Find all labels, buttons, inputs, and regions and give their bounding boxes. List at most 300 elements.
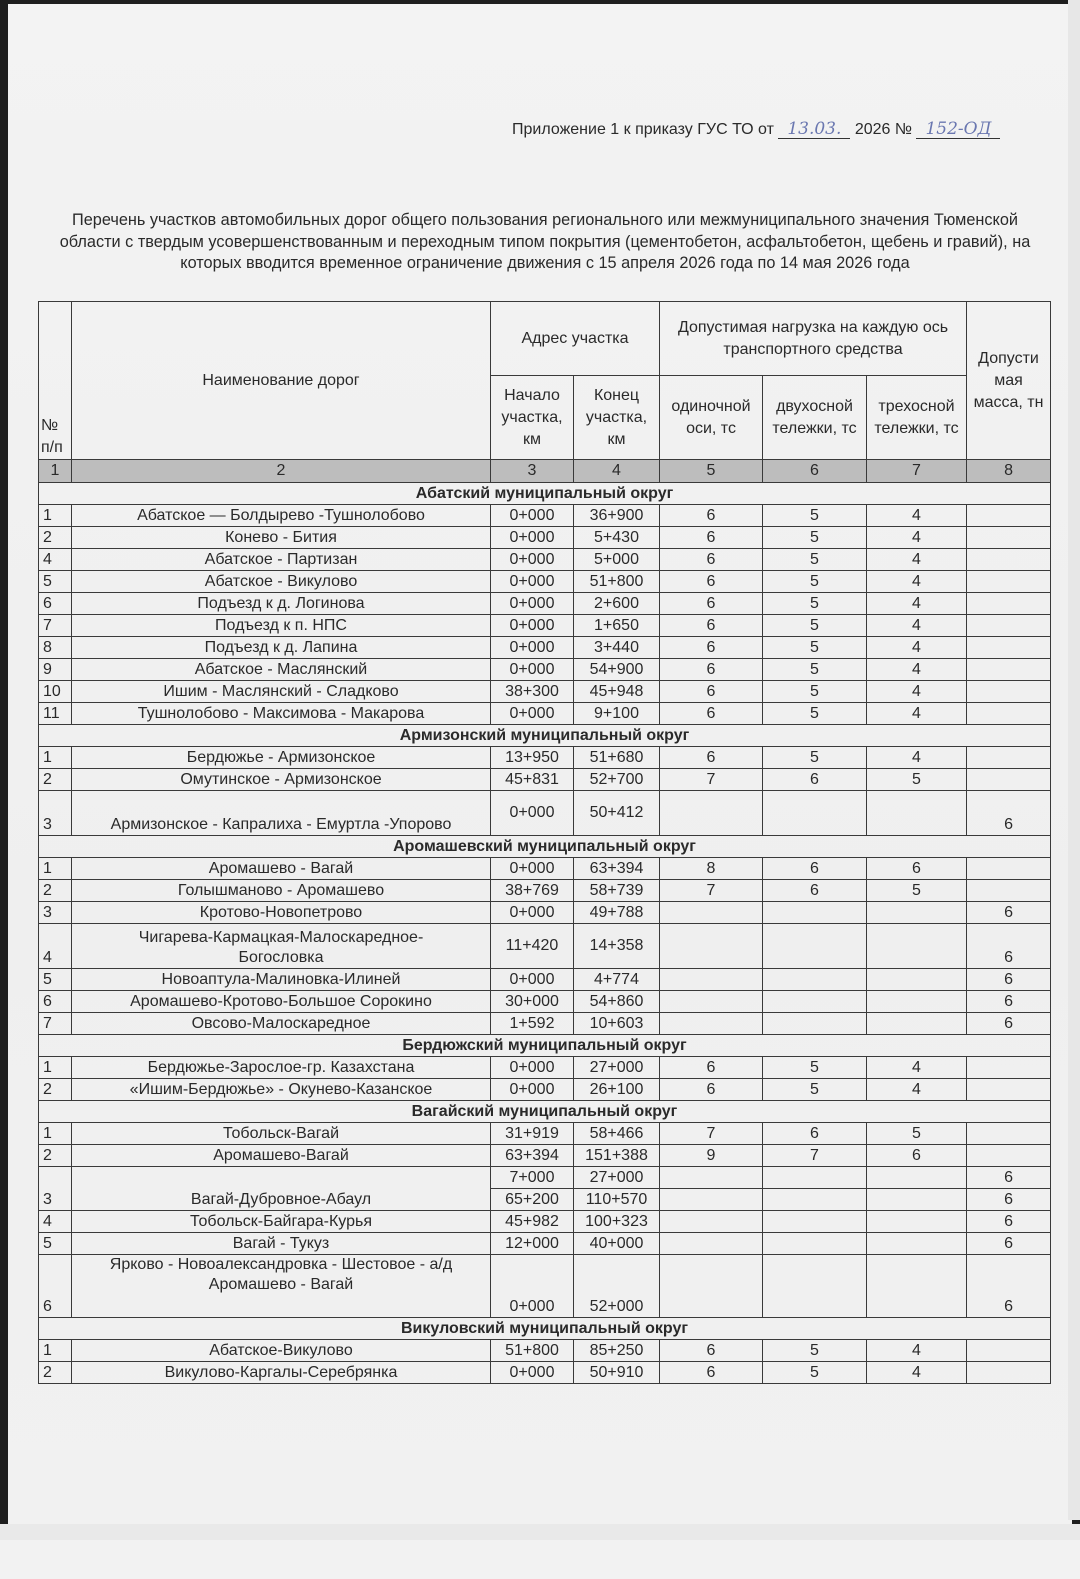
double-axle-load: 6 [763,1123,867,1145]
road-name [72,1255,491,1318]
table-row [39,659,1051,681]
row-number: 1 [39,1123,72,1145]
allowed-mass [967,527,1051,549]
double-axle-load: 6 [763,769,867,791]
table-row [39,615,1051,637]
double-axle-load: 7 [763,1145,867,1167]
road-name-line: Аромашево - Вагай [208,1276,354,1293]
table-row [39,1233,1051,1255]
road-name: Бердюжье-Зарослое-гр. Казахстана [72,1057,491,1079]
segment-end: 36+900 [574,505,660,527]
district-name: Аромашевский муниципальный округ [39,836,1051,858]
single-axle-load: 6 [660,1362,763,1384]
triple-axle-load: 4 [867,1340,967,1362]
segment-end: 52+700 [574,769,660,791]
double-axle-load [763,1255,867,1318]
table-row [39,1057,1051,1079]
header-axle-load: Допустимая нагрузка на каждую ось транспортного средства [660,302,967,376]
district-row [39,725,1051,747]
header-mass: Допусти мая масса, тн [967,302,1051,460]
allowed-mass: 6 [967,902,1051,924]
road-name: Конево - Бития [72,527,491,549]
road-name: Ишим - Маслянский - Сладково [72,681,491,703]
district-row [39,1101,1051,1123]
segment-start: 0+000 [491,1362,574,1384]
allowed-mass [967,747,1051,769]
row-number: 8 [39,637,72,659]
road-name: Тобольск-Вагай [72,1123,491,1145]
allowed-mass [967,858,1051,880]
single-axle-load [660,1013,763,1035]
row-number: 2 [39,1362,72,1384]
roads-table [38,301,1051,1384]
segment-start: 0+000 [491,703,574,725]
road-name: Подъезд к д. Лапина [72,637,491,659]
segment-end: 54+900 [574,659,660,681]
segment-start: 0+000 [491,505,574,527]
single-axle-load: 6 [660,549,763,571]
triple-axle-load [867,1255,967,1318]
district-name: Вагайский муниципальный округ [39,1101,1051,1123]
column-number: 3 [491,460,574,483]
road-name: Абатское - Викулово [72,571,491,593]
triple-axle-load: 5 [867,769,967,791]
row-number: 6 [39,1255,72,1318]
segment-start: 0+000 [491,659,574,681]
segment-end: 5+430 [574,527,660,549]
road-name: Абатское - Маслянский [72,659,491,681]
single-axle-load: 6 [660,681,763,703]
table-row [39,549,1051,571]
segment-start: 13+950 [491,747,574,769]
allowed-mass [967,593,1051,615]
column-number: 4 [574,460,660,483]
segment-end: 58+739 [574,880,660,902]
single-axle-load [660,991,763,1013]
page-edge [1068,0,1080,1520]
double-axle-load: 5 [763,615,867,637]
double-axle-load [763,1189,867,1211]
district-name: Абатский муниципальный округ [39,483,1051,505]
column-number: 7 [867,460,967,483]
row-number: 3 [39,1167,72,1211]
segment-end: 54+860 [574,991,660,1013]
allowed-mass [967,637,1051,659]
allowed-mass: 6 [967,1189,1051,1211]
header-triple-axle: трехосной тележки, тс [867,376,967,460]
segment-end: 49+788 [574,902,660,924]
segment-start: 31+919 [491,1123,574,1145]
allowed-mass: 6 [967,1211,1051,1233]
road-name-line: Богословка [238,949,324,966]
segment-end: 52+000 [574,1255,660,1318]
segment-start: 0+000 [491,1255,574,1318]
table-row [39,571,1051,593]
single-axle-load: 7 [660,769,763,791]
segment-start: 0+000 [491,1057,574,1079]
segment-start: 0+000 [491,637,574,659]
triple-axle-load [867,1167,967,1189]
column-number: 2 [72,460,491,483]
district-name: Бердюжский муниципальный округ [39,1035,1051,1057]
triple-axle-load [867,1013,967,1035]
road-name: Овсово-Малоскаредное [72,1013,491,1035]
triple-axle-load: 4 [867,615,967,637]
road-name: Абатское-Викулово [72,1340,491,1362]
double-axle-load [763,1013,867,1035]
row-number: 5 [39,969,72,991]
table-row [39,747,1051,769]
header-end: Конец участка, км [574,376,660,460]
double-axle-load: 5 [763,747,867,769]
double-axle-load: 5 [763,703,867,725]
allowed-mass [967,615,1051,637]
road-name: Армизонское - Капралиха - Емуртла -Упорово [72,791,491,836]
segment-start: 0+000 [491,791,574,836]
row-number: 2 [39,769,72,791]
segment-end: 58+466 [574,1123,660,1145]
single-axle-load: 6 [660,1340,763,1362]
table-row [39,902,1051,924]
column-number: 6 [763,460,867,483]
district-row [39,1318,1051,1340]
appendix-year: 2026 № [854,121,913,138]
segment-start: 0+000 [491,527,574,549]
segment-end: 50+412 [574,791,660,836]
appendix-header [512,120,1000,139]
allowed-mass: 6 [967,1013,1051,1035]
triple-axle-load: 4 [867,681,967,703]
segment-end: 45+948 [574,681,660,703]
allowed-mass [967,1340,1051,1362]
double-axle-load [763,1211,867,1233]
road-name: Подъезд к д. Логинова [72,593,491,615]
row-number: 1 [39,858,72,880]
district-name: Армизонский муниципальный округ [39,725,1051,747]
triple-axle-load [867,969,967,991]
row-number: 10 [39,681,72,703]
column-number: 8 [967,460,1051,483]
single-axle-load [660,924,763,969]
segment-end: 51+800 [574,571,660,593]
triple-axle-load: 4 [867,1057,967,1079]
row-number: 2 [39,1145,72,1167]
appendix-prefix: Приложение 1 к приказу ГУС ТО от [512,121,774,138]
allowed-mass: 6 [967,1233,1051,1255]
single-axle-load: 7 [660,880,763,902]
table-row [39,593,1051,615]
segment-start: 11+420 [491,924,574,969]
segment-end: 27+000 [574,1167,660,1189]
double-axle-load: 5 [763,1079,867,1101]
row-number: 7 [39,1013,72,1035]
segment-end: 5+000 [574,549,660,571]
single-axle-load: 6 [660,505,763,527]
single-axle-load [660,1167,763,1189]
road-name: Омутинское - Армизонское [72,769,491,791]
double-axle-load: 5 [763,1340,867,1362]
allowed-mass: 6 [967,969,1051,991]
road-name: Тушнолобово - Максимова - Макарова [72,703,491,725]
double-axle-load: 5 [763,659,867,681]
segment-start: 12+000 [491,1233,574,1255]
table-row [39,505,1051,527]
triple-axle-load: 4 [867,659,967,681]
triple-axle-load [867,1211,967,1233]
allowed-mass [967,681,1051,703]
table-row [39,924,1051,969]
segment-start: 0+000 [491,549,574,571]
allowed-mass [967,659,1051,681]
allowed-mass [967,549,1051,571]
road-name: Абатское - Партизан [72,549,491,571]
triple-axle-load: 5 [867,880,967,902]
road-name: Аромашево - Вагай [72,858,491,880]
segment-end: 51+680 [574,747,660,769]
segment-start: 0+000 [491,615,574,637]
road-name: Бердюжье - Армизонское [72,747,491,769]
allowed-mass [967,1145,1051,1167]
single-axle-load [660,1255,763,1318]
row-number: 4 [39,549,72,571]
allowed-mass [967,703,1051,725]
single-axle-load: 7 [660,1123,763,1145]
district-row [39,836,1051,858]
column-number: 1 [39,460,72,483]
double-axle-load: 6 [763,880,867,902]
double-axle-load [763,1167,867,1189]
road-name: Аромашево-Кротово-Большое Сорокино [72,991,491,1013]
road-name: Кротово-Новопетрово [72,902,491,924]
segment-start: 63+394 [491,1145,574,1167]
allowed-mass [967,1362,1051,1384]
segment-start: 30+000 [491,991,574,1013]
table-row [39,791,1051,836]
row-number: 2 [39,880,72,902]
double-axle-load [763,924,867,969]
segment-start: 51+800 [491,1340,574,1362]
table-row [39,681,1051,703]
allowed-mass [967,1079,1051,1101]
segment-end: 63+394 [574,858,660,880]
double-axle-load: 5 [763,1057,867,1079]
single-axle-load: 6 [660,571,763,593]
header-start: Начало участка, км [491,376,574,460]
triple-axle-load [867,1189,967,1211]
road-name: Вагай - Тукуз [72,1233,491,1255]
header-num: № п/п [39,302,72,460]
segment-end: 40+000 [574,1233,660,1255]
row-number: 1 [39,505,72,527]
single-axle-load: 6 [660,659,763,681]
header-road-name: Наименование дорог [72,302,491,460]
district-row [39,483,1051,505]
segment-end: 9+100 [574,703,660,725]
segment-start: 0+000 [491,969,574,991]
single-axle-load: 6 [660,615,763,637]
segment-end: 85+250 [574,1340,660,1362]
road-name [72,924,491,969]
road-name: Подъезд к п. НПС [72,615,491,637]
table-row [39,1362,1051,1384]
double-axle-load: 5 [763,505,867,527]
double-axle-load: 5 [763,1362,867,1384]
segment-end: 110+570 [574,1189,660,1211]
triple-axle-load: 4 [867,505,967,527]
header-single-axle: одиночной оси, тс [660,376,763,460]
segment-end: 14+358 [574,924,660,969]
row-number: 1 [39,747,72,769]
segment-end: 10+603 [574,1013,660,1035]
allowed-mass [967,1123,1051,1145]
table-row [39,1211,1051,1233]
double-axle-load [763,902,867,924]
single-axle-load [660,1211,763,1233]
segment-start: 7+000 [491,1167,574,1189]
triple-axle-load: 4 [867,549,967,571]
road-name-line: Ярково - Новоалександровка - Шестовое - а/д [109,1256,453,1273]
row-number: 3 [39,902,72,924]
table-row [39,1340,1051,1362]
segment-end: 100+323 [574,1211,660,1233]
triple-axle-load [867,791,967,836]
double-axle-load: 5 [763,681,867,703]
row-number: 2 [39,527,72,549]
allowed-mass [967,1057,1051,1079]
single-axle-load [660,791,763,836]
single-axle-load [660,1189,763,1211]
road-name-line: Чигарева-Кармацкая-Малоскаредное- [138,929,424,946]
single-axle-load [660,1233,763,1255]
segment-start: 45+982 [491,1211,574,1233]
table-row [39,1079,1051,1101]
road-name: Голышманово - Аромашево [72,880,491,902]
segment-start: 65+200 [491,1189,574,1211]
row-number: 2 [39,1079,72,1101]
table-row [39,1255,1051,1318]
row-number: 7 [39,615,72,637]
table-row [39,969,1051,991]
handwritten-order-number: 152-ОД [916,120,1000,139]
page-gap [0,1524,1080,1540]
double-axle-load [763,791,867,836]
double-axle-load: 5 [763,527,867,549]
segment-start: 38+769 [491,880,574,902]
triple-axle-load: 6 [867,1145,967,1167]
triple-axle-load: 4 [867,593,967,615]
allowed-mass [967,880,1051,902]
road-name: Абатское — Болдырево -Тушнолобово [72,505,491,527]
table-row [39,991,1051,1013]
segment-end: 50+910 [574,1362,660,1384]
allowed-mass [967,505,1051,527]
road-name: Викулово-Каргалы-Серебрянка [72,1362,491,1384]
row-number: 9 [39,659,72,681]
allowed-mass: 6 [967,991,1051,1013]
road-name: «Ишим-Бердюжье» - Окунево-Казанское [72,1079,491,1101]
table-row [39,527,1051,549]
table-row [39,1013,1051,1035]
table-row [39,1145,1051,1167]
segment-start: 0+000 [491,1079,574,1101]
double-axle-load: 5 [763,571,867,593]
table-row [39,1167,1051,1189]
double-axle-load [763,1233,867,1255]
district-row [39,1035,1051,1057]
single-axle-load: 8 [660,858,763,880]
segment-start: 45+831 [491,769,574,791]
allowed-mass [967,571,1051,593]
double-axle-load: 5 [763,593,867,615]
row-number: 4 [39,1211,72,1233]
table-row [39,1123,1051,1145]
segment-start: 0+000 [491,593,574,615]
double-axle-load [763,969,867,991]
triple-axle-load [867,1233,967,1255]
single-axle-load: 6 [660,593,763,615]
segment-start: 0+000 [491,902,574,924]
triple-axle-load: 4 [867,527,967,549]
triple-axle-load: 4 [867,637,967,659]
segment-start: 1+592 [491,1013,574,1035]
handwritten-date: 13.03. [778,120,850,139]
segment-end: 26+100 [574,1079,660,1101]
single-axle-load: 6 [660,703,763,725]
segment-start: 38+300 [491,681,574,703]
road-name: Аромашево-Вагай [72,1145,491,1167]
column-number: 5 [660,460,763,483]
single-axle-load: 6 [660,1057,763,1079]
road-name: Тобольск-Байгара-Курья [72,1211,491,1233]
segment-start: 0+000 [491,858,574,880]
segment-end: 3+440 [574,637,660,659]
row-number: 4 [39,924,72,969]
next-page [0,1540,1080,1579]
triple-axle-load: 4 [867,1362,967,1384]
segment-end: 4+774 [574,969,660,991]
header-address: Адрес участка [491,302,660,376]
triple-axle-load: 4 [867,571,967,593]
single-axle-load [660,969,763,991]
single-axle-load: 6 [660,747,763,769]
triple-axle-load: 4 [867,747,967,769]
allowed-mass [967,769,1051,791]
double-axle-load: 5 [763,637,867,659]
triple-axle-load [867,924,967,969]
row-number: 6 [39,991,72,1013]
segment-end: 1+650 [574,615,660,637]
row-number: 5 [39,571,72,593]
triple-axle-load [867,991,967,1013]
triple-axle-load: 4 [867,1079,967,1101]
double-axle-load: 5 [763,549,867,571]
header-double-axle: двухосной тележки, тс [763,376,867,460]
single-axle-load: 6 [660,637,763,659]
allowed-mass: 6 [967,1255,1051,1318]
segment-start: 0+000 [491,571,574,593]
row-number: 1 [39,1340,72,1362]
double-axle-load [763,991,867,1013]
table-row [39,637,1051,659]
table-row [39,858,1051,880]
row-number: 1 [39,1057,72,1079]
triple-axle-load: 6 [867,858,967,880]
road-name: Вагай-Дубровное-Абаул [72,1167,491,1211]
table-row [39,769,1051,791]
allowed-mass: 6 [967,924,1051,969]
single-axle-load: 9 [660,1145,763,1167]
road-name: Новоаптула-Малиновка-Илиней [72,969,491,991]
